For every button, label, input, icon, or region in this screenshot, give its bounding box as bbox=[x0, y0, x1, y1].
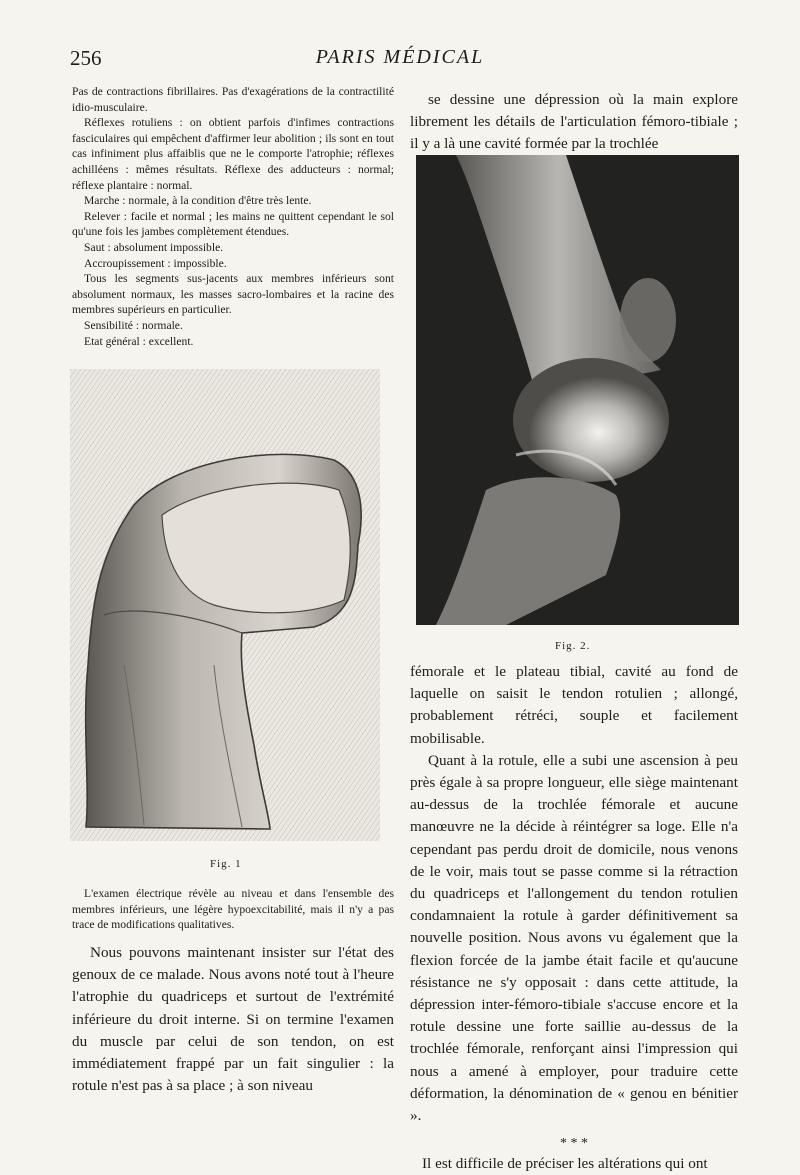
body-paragraph: Il est difficile de préciser les altérations qui ont bbox=[422, 1155, 708, 1173]
body-paragraph: fémorale et le plateau tibial, cavité au fond de laquelle on saisit le tendon rotulien ; allongé, probablement rétréci, souple et facilement mobilisable. bbox=[410, 663, 738, 747]
figure-2-caption: Fig. 2. bbox=[555, 640, 591, 652]
left-body bbox=[72, 942, 394, 1097]
page-number: 256 bbox=[70, 46, 102, 70]
section-asterism: * * * bbox=[560, 1136, 588, 1152]
figure-2-radiograph bbox=[416, 155, 739, 625]
right-body bbox=[410, 661, 738, 1175]
body-paragraph: se dessine une dépression où la main explore librement les détails de l'articulation fémoro-tibiale ; il y a là une cavité formée par la trochlée bbox=[410, 91, 738, 153]
figure-1-knee-drawing bbox=[64, 365, 386, 845]
note-paragraph: Réflexes rotuliens : on obtient parfois d'infimes contractions fasciculaires qui empêchent d'affirmer leur abolition ; ils sont en tout cas infiniment plus affaiblis que ne le comporte l'atrophie; réflexes achilléens : mêmes résultats. Réflexe des adducteurs : normal; réflexe plantaire : normal. bbox=[72, 116, 394, 192]
observation-notes bbox=[72, 84, 394, 349]
note-paragraph: Marche : normale, à la condition d'être très lente. bbox=[84, 194, 312, 208]
note-paragraph: Pas de contractions fibrillaires. Pas d'exagérations de la contractilité idio-musculaire. bbox=[72, 85, 394, 114]
note-paragraph: Sensibilité : normale. bbox=[84, 318, 183, 332]
right-top bbox=[410, 89, 738, 156]
body-paragraph: Quant à la rotule, elle a subi une ascension à peu près égale à sa propre longueur, elle siège maintenant au-dessus de la trochlée fémorale et aucune manœuvre ne la décide à réintégrer sa loge. Elle n'a cependant pas perdu droit de domicile, nous venons de le voir, mais tout se passe comme si la rétraction du quadriceps et l'allongement du tendon rotulien condamnaient la rotule à garder définitivement sa nouvelle position. Nous avons vu également que la flexion forcée de la jambe était facile et qu'aucune résistance ne s'y opposait : dans cette attitude, la dépression inter-fémoro-tibiale s'accuse encore et la rotule dessine une forte saillie au-dessus de la trochlée fémorale, renforçant ainsi l'impression qui nous a amené à employer, pour traduire cette déformation, la dénomination de « genou en bénitier ». bbox=[410, 751, 738, 1125]
running-head: PARIS MÉDICAL bbox=[315, 46, 485, 68]
legend-text: L'examen électrique révèle au niveau et dans l'ensemble des membres inférieurs, une légère hypoexcitabilité, mais il n'y a pas trace de modifications qualitatives. bbox=[72, 887, 394, 932]
figure-1-legend bbox=[72, 886, 394, 933]
body-paragraph: Nous pouvons maintenant insister sur l'état des genoux de ce malade. Nous avons noté tout à l'heure l'atrophie du quadriceps et surtout de l'extrémité inférieure du droit interne. Si on termine l'examen du muscle par celui de son tendon, on est immédiatement frappé par un fait singulier : la rotule n'est pas à sa place ; à son niveau bbox=[72, 944, 394, 1095]
note-paragraph: Accroupissement : impossible. bbox=[84, 256, 227, 270]
figure-1-caption: Fig. 1 bbox=[210, 858, 242, 870]
note-paragraph: Tous les segments sus-jacents aux membres inférieurs sont absolument normaux, les masses sacro-lombaires et la racine des membres supérieurs en particulier. bbox=[72, 272, 394, 317]
note-paragraph: Relever : facile et normal ; les mains ne quittent cependant le sol qu'une fois les jambes complètement étendues. bbox=[72, 209, 394, 239]
note-paragraph: Saut : absolument impossible. bbox=[84, 240, 224, 254]
note-paragraph: Etat général : excellent. bbox=[84, 334, 194, 348]
